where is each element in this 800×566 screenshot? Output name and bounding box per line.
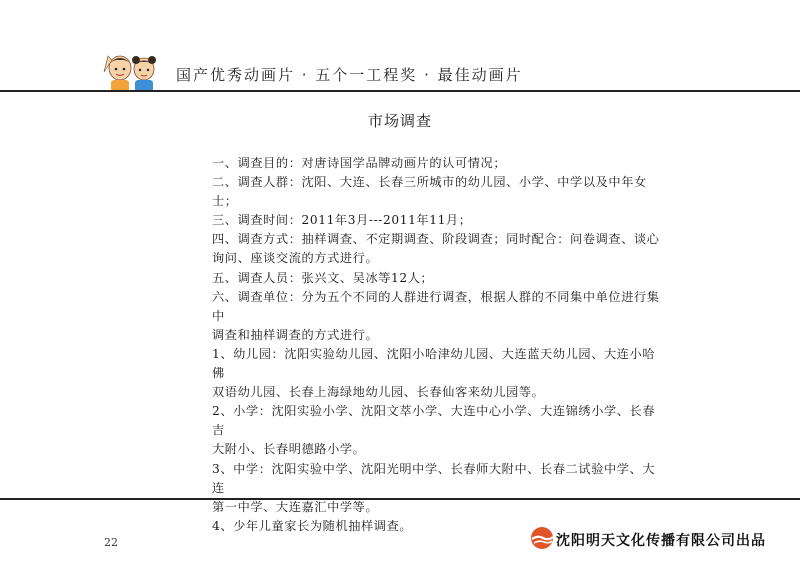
body-line: 二、调查人群：沈阳、大连、长春三所城市的幼儿园、小学、中学以及中年女士； (212, 175, 647, 209)
cartoon-children-mascot-icon (100, 52, 164, 94)
body-line: 调查和抽样调查的方式进行。 (212, 327, 379, 342)
body-line: 2、小学：沈阳实验小学、沈阳文萃小学、大连中心小学、大连锦绣小学、长春吉 (212, 404, 656, 438)
body-line: 第一中学、大连嘉汇中学等。 (212, 499, 379, 514)
document-body (212, 154, 662, 536)
body-line: 六、调查单位：分为五个不同的人群进行调查，根据人群的不同集中单位进行集中 (212, 289, 660, 323)
body-line: 三、调查时间：2011年3月---2011年11月； (212, 213, 472, 228)
publisher-name: 沈阳明天文化传播有限公司出品 (556, 533, 766, 549)
page-number: 22 (104, 536, 118, 549)
header-divider (0, 90, 800, 92)
body-line: 4、少年儿童家长为随机抽样调查。 (212, 518, 413, 533)
body-line: 3、中学：沈阳实验中学、沈阳光明中学、长春师大附中、长春二试验中学、大连 (212, 461, 656, 495)
footer-divider (0, 498, 800, 500)
body-line: 询问、座谈交流的方式进行。 (212, 251, 379, 266)
sun-wave-logo-icon (530, 526, 554, 550)
body-line: 五、调查人员：张兴文、吴冰等12人； (212, 270, 434, 285)
header-title: 国产优秀动画片 · 五个一工程奖 · 最佳动画片 (176, 66, 523, 84)
body-line: 一、调查目的：对唐诗国学品牌动画片的认可情况； (212, 156, 507, 170)
body-line: 双语幼儿园、长春上海绿地幼儿园、长春仙客来幼儿园等。 (212, 385, 545, 400)
body-line: 四、调查方式：抽样调查、不定期调查、阶段调查；同时配合：问卷调查、谈心 (212, 232, 660, 247)
document-title: 市场调查 (367, 112, 432, 130)
body-line: 大附小、长春明德路小学。 (212, 442, 366, 457)
body-line: 1、幼儿园：沈阳实验幼儿园、沈阳小哈津幼儿园、大连蓝天幼儿园、大连小哈佛 (212, 346, 656, 381)
